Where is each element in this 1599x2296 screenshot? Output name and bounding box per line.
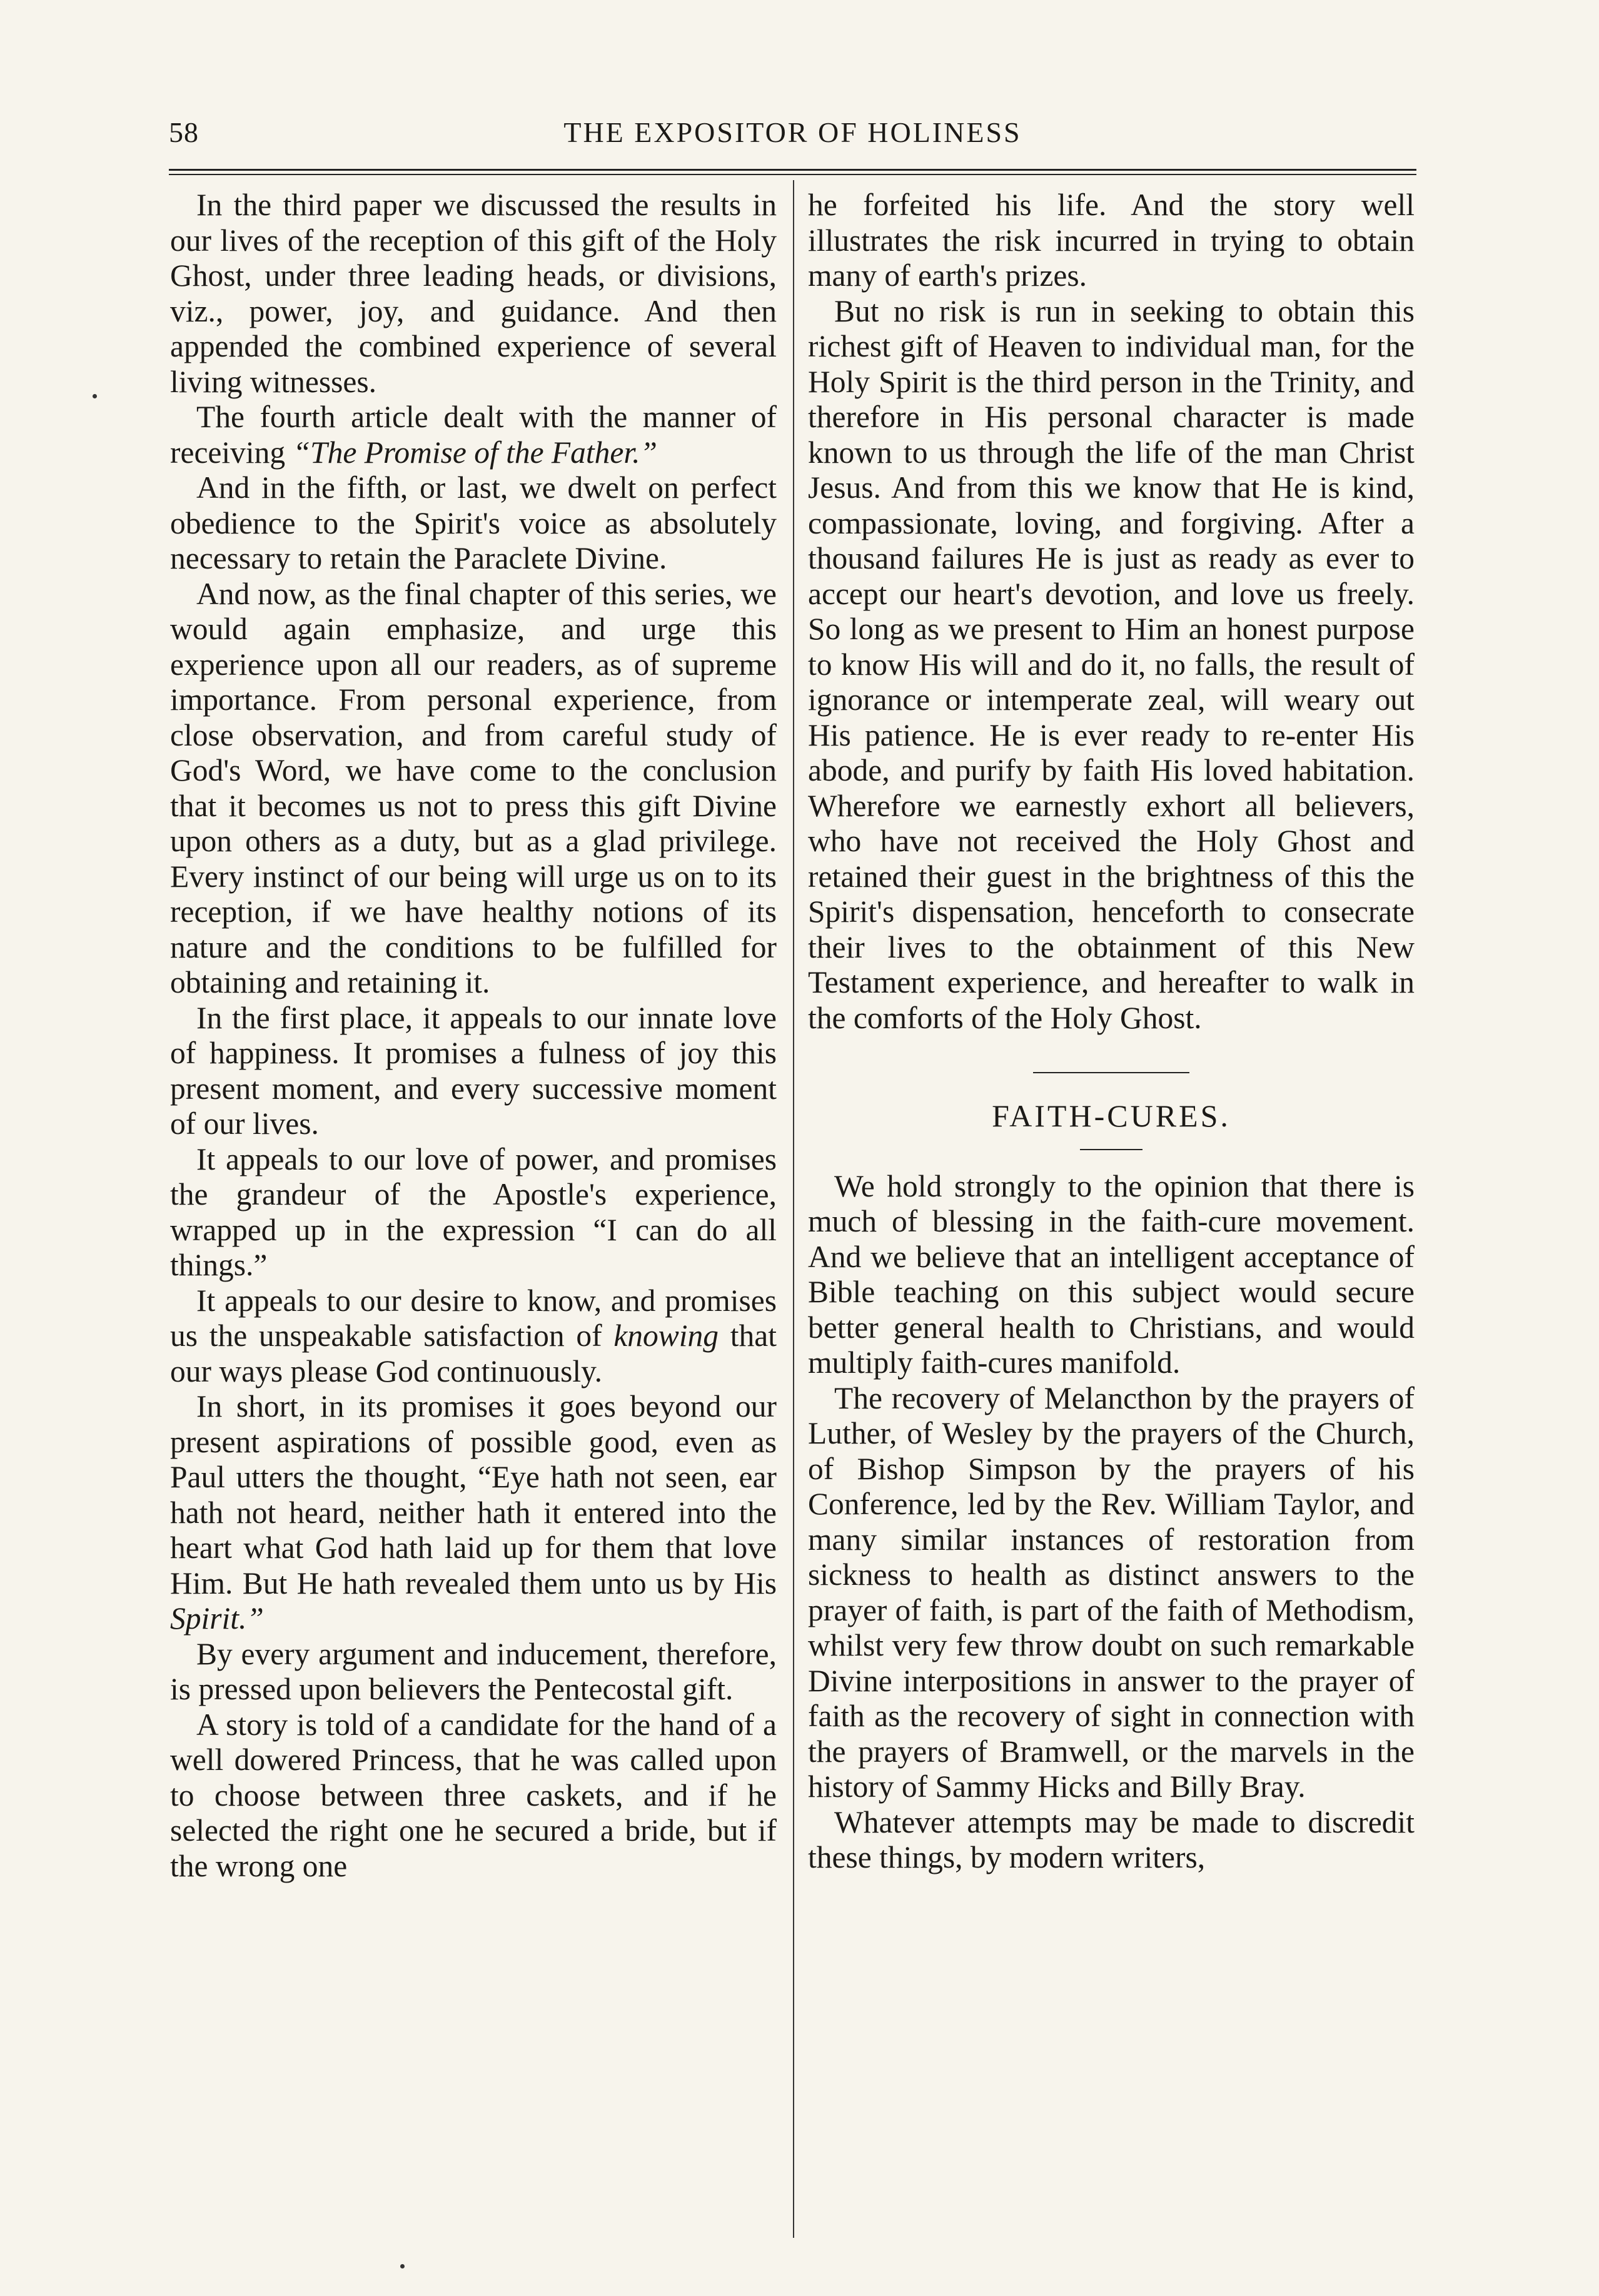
paragraph: The fourth article dealt with the manner of receiving “The Promise of the Father.” [170,400,777,470]
paragraph: The recovery of Melancthon by the prayers of Luther, of Wesley by the prayers of the Church, of Bishop Simpson by the prayers of his Conference, led by the Rev. William Taylor, and many similar instances of restoration from sickness to health as distinct answers to the prayer of faith, is part of the faith of Methodism, whilst very few throw doubt on such remarkable Divine interpositions in answer to the prayer of faith as the recovery of sight in connection with the prayers of Bramwell, or the marvels in the history of Sammy Hicks and Billy Bray. [808,1380,1415,1804]
print-speck [93,394,97,398]
section-rule [1033,1072,1189,1073]
paragraph: And now, as the final chapter of this series, we would again emphasize, and urge this experience upon all our readers, as of supreme importance. From personal experience, from close observation, and from careful study of God's Word, we have come to the conclusion that it becomes us not to press this gift Divine upon others as a duty, but as a glad privilege. Every instinct of our being will urge us on to its reception, if we have healthy notions of its nature and the conditions to be fulfilled for obtaining and retaining it. [170,576,777,999]
left-column [170,188,777,1884]
paragraph: In the third paper we discussed the results in our lives of the reception of this gift of the Holy Ghost, under three leading heads, or divisions, viz., power, joy, and guidance. And then appended the combined experience of several living witnesses. [170,188,777,399]
paragraph: It appeals to our love of power, and promises the grandeur of the Apostle's experience, wrapped up in the expression “I can do all things.” [170,1141,777,1282]
paragraph: Whatever attempts may be made to discredit these things, by modern writers, [808,1804,1415,1874]
paragraph: We hold strongly to the opinion that there is much of blessing in the faith-cure movement. And we believe that an intelligent acceptance of Bible teaching on this subject would secure better general health to Christians, and would multiply faith-cures manifold. [808,1168,1415,1380]
italic-word: knowing [613,1318,719,1353]
italic-phrase: “The Promise of the Father.” [293,435,658,470]
paragraph: But no risk is run in seeking to obtain this richest gift of Heaven to individual man, for the Holy Spirit is the third person in the Trinity, and therefore in His personal character is made known to us through the life of the man Christ Jesus. And from this we know that He is kind, compassionate, loving, and forgiving. After a thousand failures He is just as ready as ever to accept our heart's devotion, and love us freely. So long as we present to Him an honest purpose to know His will and do it, no falls, the result of ignorance or intemperate zeal, will weary out His patience. He is ever ready to re-enter His abode, and purify by faith His loved habitation. Wherefore we earnestly exhort all believers, who have not received the Holy Ghost and retained their guest in the brightness of this the Spirit's dispensation, henceforth to consecrate their lives to the obtainment of this New Testament experience, and hereafter to walk in the comforts of the Holy Ghost. [808,293,1415,1035]
header-rule [169,169,1416,175]
print-speck [400,2264,405,2268]
paragraph: he forfeited his life. And the story well illustrates the risk incurred in trying to obtain many of earth's prizes. [808,188,1415,293]
column-divider [793,180,794,2238]
paragraph: In short, in its promises it goes beyond our present aspirations of possible good, even as Paul utters the thought, “Eye hath not seen, ear hath not heard, neither hath it entered into the heart what God hath laid up for them that love Him. But He hath revealed them unto us by His Spirit.” [170,1389,777,1636]
right-column [808,188,1415,1876]
paragraph: It appeals to our desire to know, and promises us the unspeakable satisfaction of knowing that our ways please God continuously. [170,1283,777,1388]
page-number: 58 [169,116,199,148]
paragraph: And in the fifth, or last, we dwelt on perfect obedience to the Spirit's voice as absolutely necessary to retain the Paraclete Divine. [170,470,777,575]
paragraph: In the first place, it appeals to our innate love of happiness. It promises a fulness of joy this present moment, and every successive moment of our lives. [170,1000,777,1141]
section-rule-short [1080,1149,1143,1150]
paragraph: By every argument and inducement, therefore, is pressed upon believers the Pentecostal gift. [170,1636,777,1706]
section-title: FAITH-CURES. [992,1098,1231,1133]
italic-word: Spirit.” [170,1601,264,1636]
running-title: THE EXPOSITOR OF HOLINESS [563,116,1022,148]
page-header [169,116,1416,166]
paragraph: A story is told of a candidate for the hand of a well dowered Princess, that he was called upon to choose between three caskets, and if he selected the right one he secured a bride, but if the wrong one [170,1707,777,1883]
